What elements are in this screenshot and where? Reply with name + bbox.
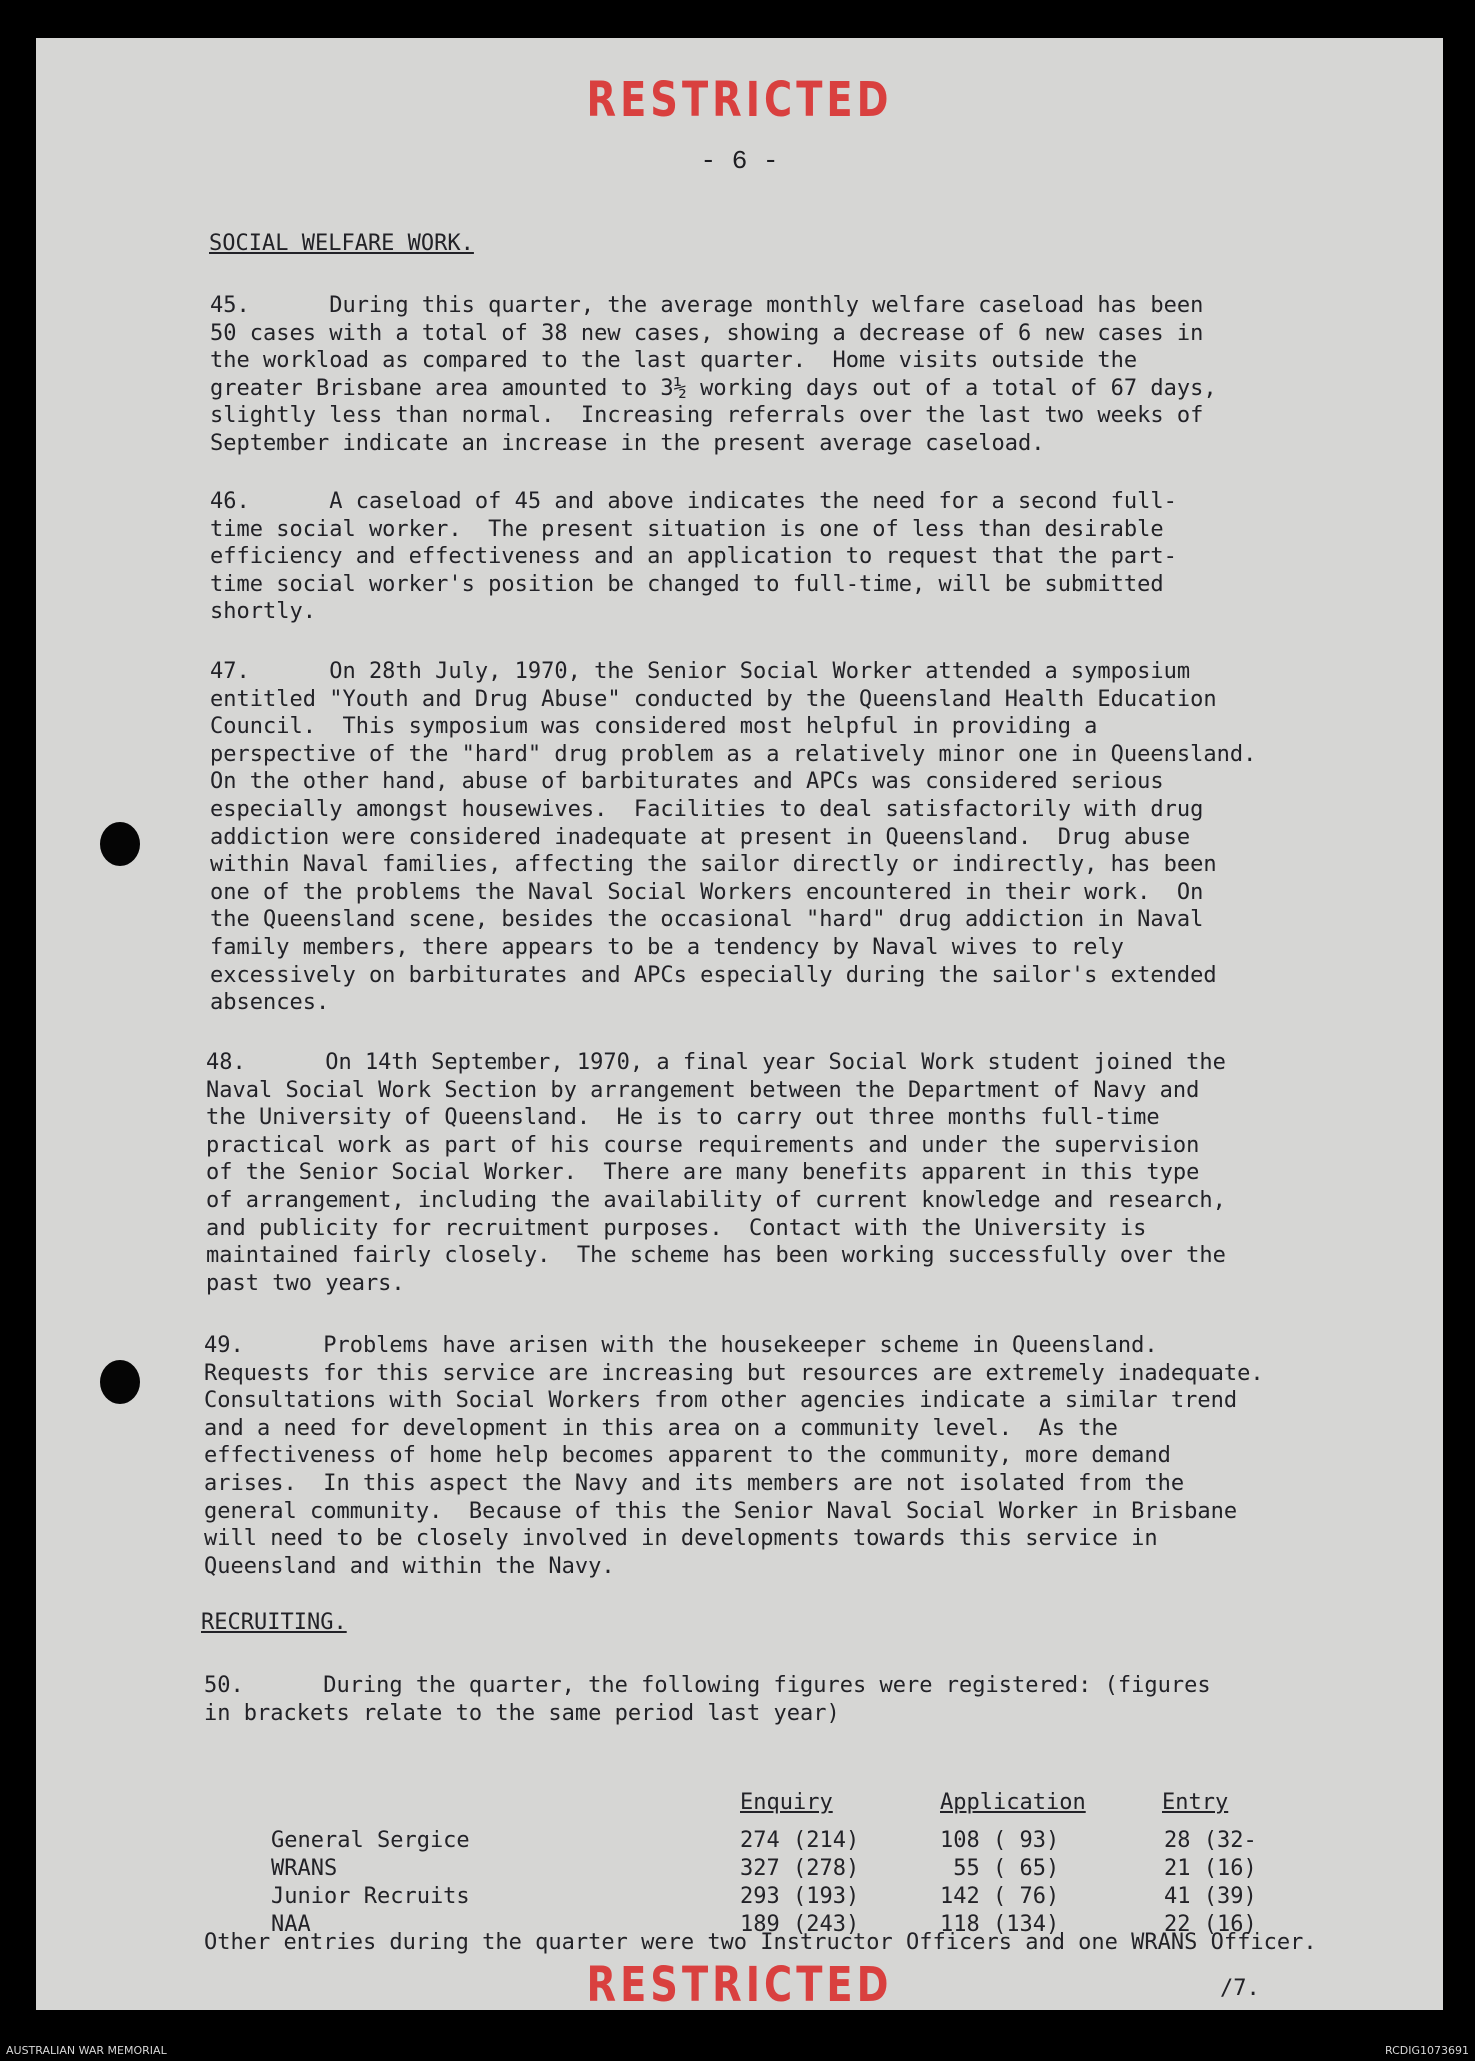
row-label: Junior Recruits <box>271 1884 470 1909</box>
entry-value: 21 (16) <box>1164 1856 1257 1881</box>
page-number: - 6 - <box>700 146 779 176</box>
document-page <box>36 38 1443 2010</box>
paragraph-45: 45. During this quarter, the average monthly welfare caseload has been 50 cases with a total of 38 new cases, showing a decrease of 6 new cases in the workload as compared to the last quarter. Home visits outside the greater Brisbane area amounted to 3½ working days out of a total of 67 days, slightly less than normal. Increasing referrals over the last two weeks of September indicate an increase in the present average caseload. <box>210 293 1217 456</box>
enquiry-value: 327 (278) <box>740 1856 860 1881</box>
entry-value: 22 (16) <box>1164 1912 1257 1937</box>
row-label: General Sergice <box>271 1828 470 1853</box>
column-header-entry: Entry <box>1162 1790 1229 1815</box>
section-heading-recruiting: RECRUITING. <box>201 1610 347 1635</box>
archive-credit: AUSTRALIAN WAR MEMORIAL <box>6 2044 167 2057</box>
enquiry-value: 274 (214) <box>740 1828 860 1853</box>
application-value: 142 ( 76) <box>940 1884 1060 1909</box>
paragraph-47: 47. On 28th July, 1970, the Senior Social Worker attended a symposium entitled "Youth and Drug Abuse" conducted by the Queensland Health Education Council. This symposium was considered most helpful in providing a perspective of the "hard" drug problem as a relatively minor one in Queensland. On the other hand, abuse of barbiturates and APCs was considered serious especially amongst housewives. Facilities to deal satisfactorily with drug addiction were considered inadequate at present in Queensland. Drug abuse within Naval families, affecting the sailor directly or indirectly, has been one of the problems the Naval Social Workers encountered in their work. On the Queensland scene, besides the occasional "hard" drug addiction in Naval family members, there appears to be a tendency by Naval wives to rely excessively on barbiturates and APCs especially during the sailor's extended absences. <box>210 659 1257 1016</box>
paragraph-49: 49. Problems have arisen with the housekeeper scheme in Queensland. Requests for this service are increasing but resources are extremely inadequate. Consultations with Social Workers from other agencies indicate a similar trend and a need for development in this area on a community level. As the effectiveness of home help becomes apparent to the community, more demand arises. In this aspect the Navy and its members are not isolated from the general community. Because of this the Senior Naval Social Worker in Brisbane will need to be closely involved in developments towards this service in Queensland and within the Navy. <box>204 1333 1264 1579</box>
paragraph-46: 46. A caseload of 45 and above indicates the need for a second full- time social worker. The present situation is one of less than desirable efficiency and effectiveness and an application to request that the part- time social worker's position be changed to full-time, will be submitted shortly. <box>210 489 1177 625</box>
next-page-marker: /7. <box>1220 1976 1260 2001</box>
closing-note: Other entries during the quarter were two Instructor Officers and one WRANS Officer. <box>204 1930 1317 1955</box>
entry-value: 28 (32- <box>1164 1828 1257 1853</box>
row-label: WRANS <box>271 1856 338 1881</box>
paragraph-50: 50. During the quarter, the following figures were registered: (figures in brackets relate to the same period last year) <box>204 1673 1211 1726</box>
paragraph-48: 48. On 14th September, 1970, a final year Social Work student joined the Naval Social Work Section by arrangement between the Department of Navy and the University of Queensland. He is to carry out three months full-time practical work as part of his course requirements and under the supervision of the Senior Social Worker. There are many benefits apparent in this type of arrangement, including the availability of current knowledge and research, and publicity for recruitment purposes. Contact with the University is maintained fairly closely. The scheme has been working successfully over the past two years. <box>206 1050 1226 1296</box>
application-value: 118 (134) <box>940 1912 1060 1937</box>
entry-value: 41 (39) <box>1164 1884 1257 1909</box>
punch-hole <box>100 1360 140 1404</box>
column-header-application: Application <box>940 1790 1086 1815</box>
enquiry-value: 189 (243) <box>740 1912 860 1937</box>
punch-hole <box>100 822 140 866</box>
enquiry-value: 293 (193) <box>740 1884 860 1909</box>
restricted-stamp-bottom: RESTRICTED <box>586 1957 893 2010</box>
application-value: 108 ( 93) <box>940 1828 1060 1853</box>
section-heading-social-welfare: SOCIAL WELFARE WORK. <box>209 231 474 256</box>
recruiting-table <box>36 1790 1443 1950</box>
column-header-enquiry: Enquiry <box>740 1790 833 1815</box>
row-label: NAA <box>271 1912 311 1937</box>
archive-id: RCDIG1073691 <box>1384 2044 1469 2057</box>
application-value: 55 ( 65) <box>940 1856 1060 1881</box>
restricted-stamp-top: RESTRICTED <box>586 72 893 128</box>
